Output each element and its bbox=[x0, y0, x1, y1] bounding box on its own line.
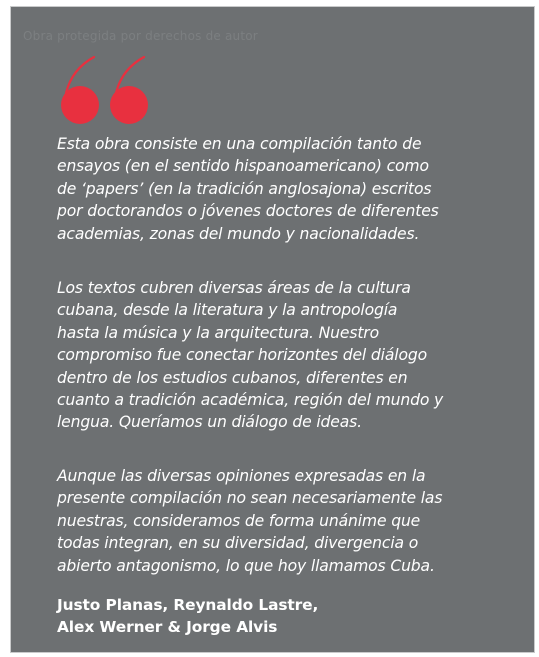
paragraph-disclaimer: Aunque las diversas opiniones expresadas en la presente compilación no sean necesariamente las nuestras, consideramos de forma unánime que todas integran, en su diversidad, divergencia o abierto antagonismo, lo que hoy llamamos Cuba. bbox=[57, 467, 443, 575]
paragraph-intro: Esta obra consiste en una compilación tanto de ensayos (en el sentido hispanoamericano) como de ‘papers’ (en la tradición anglosajona) escritos por doctorandos o jóvenes doctores de diferentes academias, zonas del mundo y nacionalidades. bbox=[57, 135, 439, 243]
paragraph-topics: Los textos cubren diversas áreas de la cultura cubana, desde la literatura y la antropología hasta la música y la arquitectura. Nuestro compromiso fue conectar horizontes del diálogo dentro de los estudios cubanos, diferentes en cuanto a tradición académica, región del mundo y lengua. Queríamos un diálogo de ideas. bbox=[57, 279, 444, 432]
copyright-watermark: Obra protegida por derechos de autor bbox=[23, 29, 258, 43]
quote-marks-icon bbox=[56, 55, 156, 125]
authors-signature: Justo Planas, Reynaldo Lastre, Alex Werner & Jorge Alvis bbox=[57, 596, 319, 636]
quote-card bbox=[10, 6, 535, 653]
